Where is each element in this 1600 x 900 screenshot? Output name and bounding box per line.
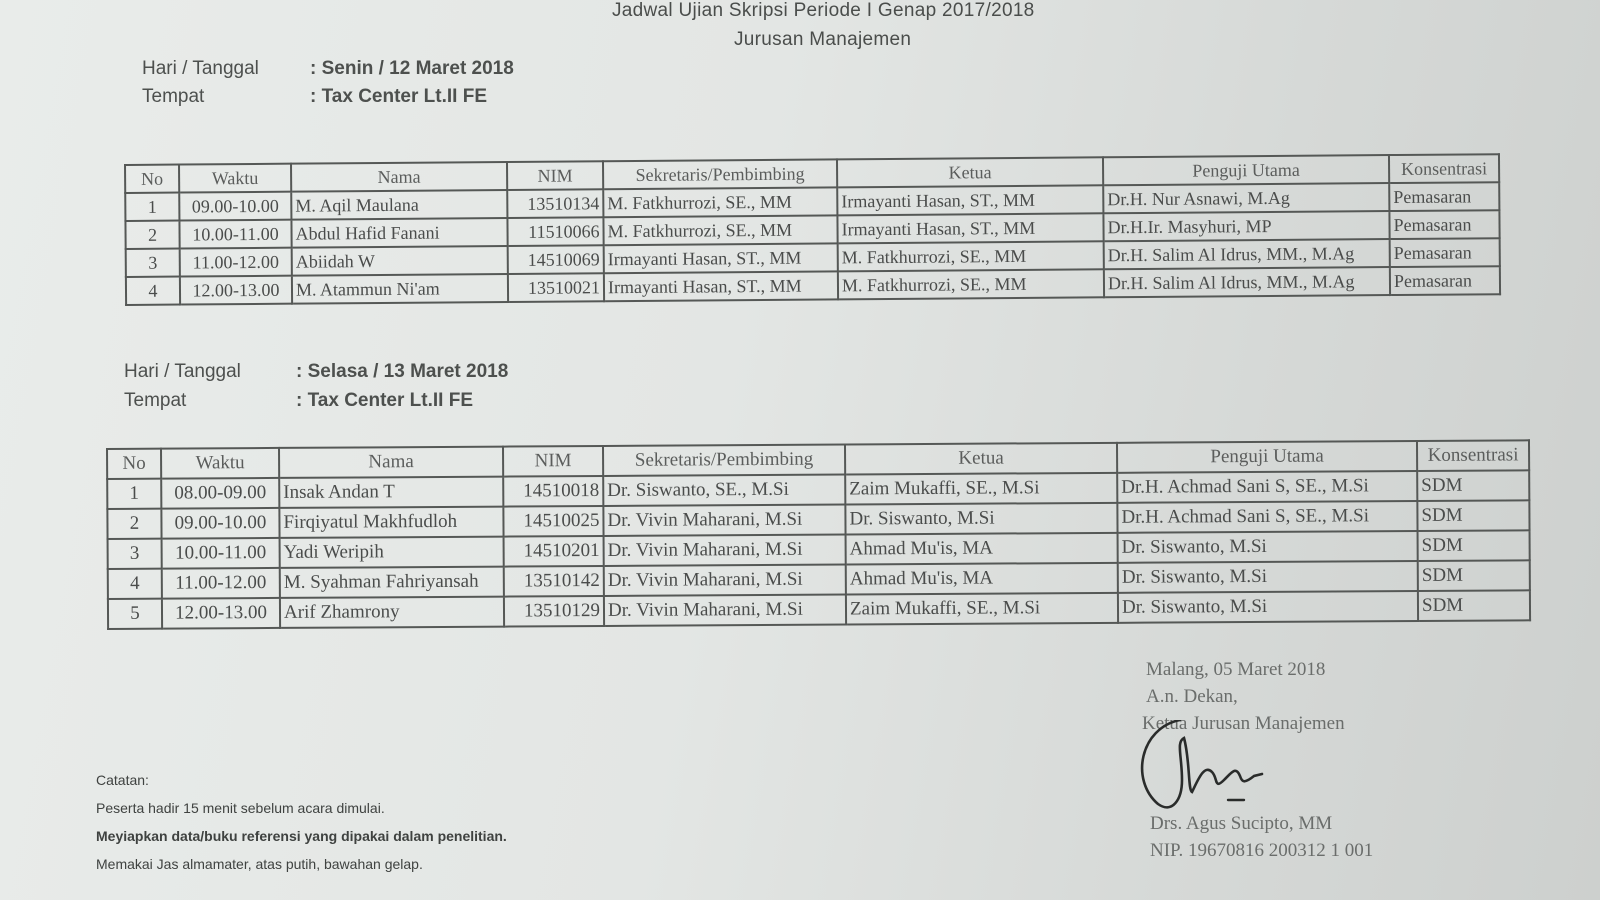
table-cell: 13510129 (504, 596, 604, 627)
table-cell: Dr. Vivin Maharani, M.Si (604, 594, 846, 625)
date-value: : Senin / 12 Maret 2018 (310, 58, 514, 79)
column-header: Ketua (845, 443, 1117, 475)
document-title: Jadwal Ujian Skripsi Periode I Genap 2017/2018 (612, 0, 1035, 21)
table-cell: 3 (108, 539, 162, 569)
table-cell: Dr.H. Salim Al Idrus, MM., M.Ag (1104, 239, 1390, 269)
table-cell: Dr.H. Achmad Sani S, SE., M.Si (1117, 471, 1417, 503)
table-cell: 14510025 (503, 506, 603, 537)
column-header: Ketua (837, 157, 1103, 187)
table-cell: 08.00-09.00 (161, 478, 279, 509)
notes-section (96, 772, 507, 884)
table-cell: Pemasaran (1390, 238, 1500, 267)
table-cell: 14510069 (508, 245, 604, 274)
session-2-place (124, 390, 473, 412)
table-cell: 14510018 (503, 476, 603, 507)
note-item: Peserta hadir 15 menit sebelum acara dimulai. (96, 800, 385, 816)
column-header: Penguji Utama (1117, 441, 1417, 473)
place-label: Tempat (124, 390, 187, 411)
table-cell: 11.00-12.00 (180, 248, 292, 277)
table-cell: 1 (107, 479, 161, 509)
department-title: Jurusan Manajemen (734, 29, 912, 50)
table-cell: M. Syahman Fahriyansah (280, 567, 504, 598)
table-cell: Ahmad Mu'is, MA (846, 563, 1118, 595)
table-cell: Irmayanti Hasan, ST., MM (604, 271, 838, 301)
place-label: Tempat (142, 86, 205, 107)
column-header: Penguji Utama (1103, 155, 1389, 185)
session-1-date (142, 58, 514, 80)
date-label: Hari / Tanggal (142, 58, 259, 79)
table-cell: Irmayanti Hasan, ST., MM (837, 213, 1103, 243)
place-value: : Tax Center Lt.II FE (310, 86, 488, 107)
table-cell: 10.00-11.00 (179, 220, 291, 249)
table-cell: M. Fatkhurrozi, SE., MM (603, 215, 837, 245)
table-cell: Abdul Hafid Fanani (291, 218, 507, 248)
column-header: Sekretaris/Pembimbing (603, 444, 845, 475)
table-cell: M. Fatkhurrozi, SE., MM (838, 241, 1104, 271)
table-cell: 09.00-10.00 (161, 508, 279, 539)
table-cell: SDM (1418, 530, 1530, 561)
place-value: : Tax Center Lt.II FE (296, 390, 474, 411)
table-cell: 4 (126, 277, 180, 305)
column-header: Nama (291, 162, 507, 192)
table-cell: 11.00-12.00 (162, 568, 280, 599)
table-cell: SDM (1418, 560, 1530, 591)
column-header: NIM (507, 161, 603, 190)
table-cell: SDM (1418, 590, 1530, 621)
column-header: Konsentrasi (1389, 154, 1499, 183)
column-header: Waktu (161, 448, 279, 479)
signer-name: Drs. Agus Sucipto, MM (1150, 813, 1333, 834)
table-cell: Dr.H. Nur Asnawi, M.Ag (1103, 183, 1389, 213)
column-header: NIM (503, 446, 603, 477)
table-cell: 11510066 (507, 217, 603, 246)
table-cell: 5 (108, 599, 162, 629)
date-label: Hari / Tanggal (124, 361, 241, 382)
column-header: Konsentrasi (1417, 440, 1529, 471)
table-cell: Zaim Mukaffi, SE., M.Si (846, 593, 1118, 625)
column-header: No (125, 165, 179, 193)
place-date: Malang, 05 Maret 2018 (1146, 659, 1326, 680)
table-cell: 13510142 (504, 566, 604, 597)
date-value: : Selasa / 13 Maret 2018 (296, 361, 509, 382)
table-cell: Pemasaran (1389, 210, 1499, 239)
notes-heading: Catatan: (96, 772, 149, 788)
table-cell: Arif Zhamrony (280, 597, 504, 628)
table-cell: 14510201 (504, 536, 604, 567)
table-cell: Dr. Siswanto, M.Si (1118, 561, 1418, 593)
note-item: Memakai Jas almamater, atas putih, bawahan gelap. (96, 856, 423, 872)
table-cell: Dr. Vivin Maharani, M.Si (604, 534, 846, 565)
table-cell: Pemasaran (1390, 266, 1500, 295)
schedule-table-1 (124, 153, 1501, 306)
column-header: Waktu (179, 164, 291, 193)
table-cell: Dr. Siswanto, M.Si (845, 503, 1117, 535)
table-cell: Firqiyatul Makhfudloh (279, 507, 503, 538)
table-cell: Abiidah W (292, 246, 508, 276)
table-cell: M. Atammun Ni'am (292, 274, 508, 304)
table-cell: 13510134 (507, 189, 603, 218)
on-behalf: A.n. Dekan, (1146, 686, 1238, 707)
table-cell: Dr.H. Salim Al Idrus, MM., M.Ag (1104, 267, 1390, 297)
table-cell: 10.00-11.00 (162, 538, 280, 569)
table-cell: 13510021 (508, 273, 604, 302)
table-cell: Dr.H.Ir. Masyhuri, MP (1103, 211, 1389, 241)
table-cell: Yadi Weripih (280, 537, 504, 568)
table-cell: 4 (108, 569, 162, 599)
table-cell: SDM (1417, 470, 1529, 501)
table-cell: SDM (1417, 500, 1529, 531)
table-cell: Dr. Vivin Maharani, M.Si (603, 504, 845, 535)
table-cell: Irmayanti Hasan, ST., MM (604, 243, 838, 273)
table-cell: 12.00-13.00 (162, 598, 280, 629)
table-cell: 2 (125, 221, 179, 249)
session-1-place (142, 86, 487, 108)
table-cell: 09.00-10.00 (179, 192, 291, 221)
signer-role: Ketua Jurusan Manajemen (1142, 713, 1345, 734)
table-cell: Dr. Siswanto, M.Si (1118, 591, 1418, 623)
table-cell: Dr. Siswanto, M.Si (1118, 531, 1418, 563)
column-header: Sekretaris/Pembimbing (603, 159, 837, 189)
column-header: No (107, 449, 161, 479)
table-cell: Zaim Mukaffi, SE., M.Si (845, 473, 1117, 505)
table-cell: 3 (126, 249, 180, 277)
table-cell: Irmayanti Hasan, ST., MM (837, 185, 1103, 215)
signer-nip: NIP. 19670816 200312 1 001 (1150, 840, 1374, 861)
note-item: Meyiapkan data/buku referensi yang dipakai dalam penelitian. (96, 828, 507, 844)
table-cell: M. Aqil Maulana (291, 190, 507, 220)
column-header: Nama (279, 447, 503, 478)
session-2-date (124, 361, 508, 383)
table-cell: 1 (125, 193, 179, 221)
table-cell: Dr. Vivin Maharani, M.Si (604, 564, 846, 595)
table-cell: M. Fatkhurrozi, SE., MM (603, 187, 837, 217)
table-cell: M. Fatkhurrozi, SE., MM (838, 269, 1104, 299)
table-cell: 2 (107, 509, 161, 539)
table-cell: Dr. Siswanto, SE., M.Si (603, 474, 845, 505)
table-cell: Dr.H. Achmad Sani S, SE., M.Si (1117, 501, 1417, 533)
table-cell: Insak Andan T (279, 477, 503, 508)
handwritten-signature (1132, 720, 1292, 820)
table-cell: Ahmad Mu'is, MA (846, 533, 1118, 565)
schedule-table-2 (106, 439, 1531, 630)
table-cell: Pemasaran (1389, 182, 1499, 211)
table-cell: 12.00-13.00 (180, 276, 292, 305)
